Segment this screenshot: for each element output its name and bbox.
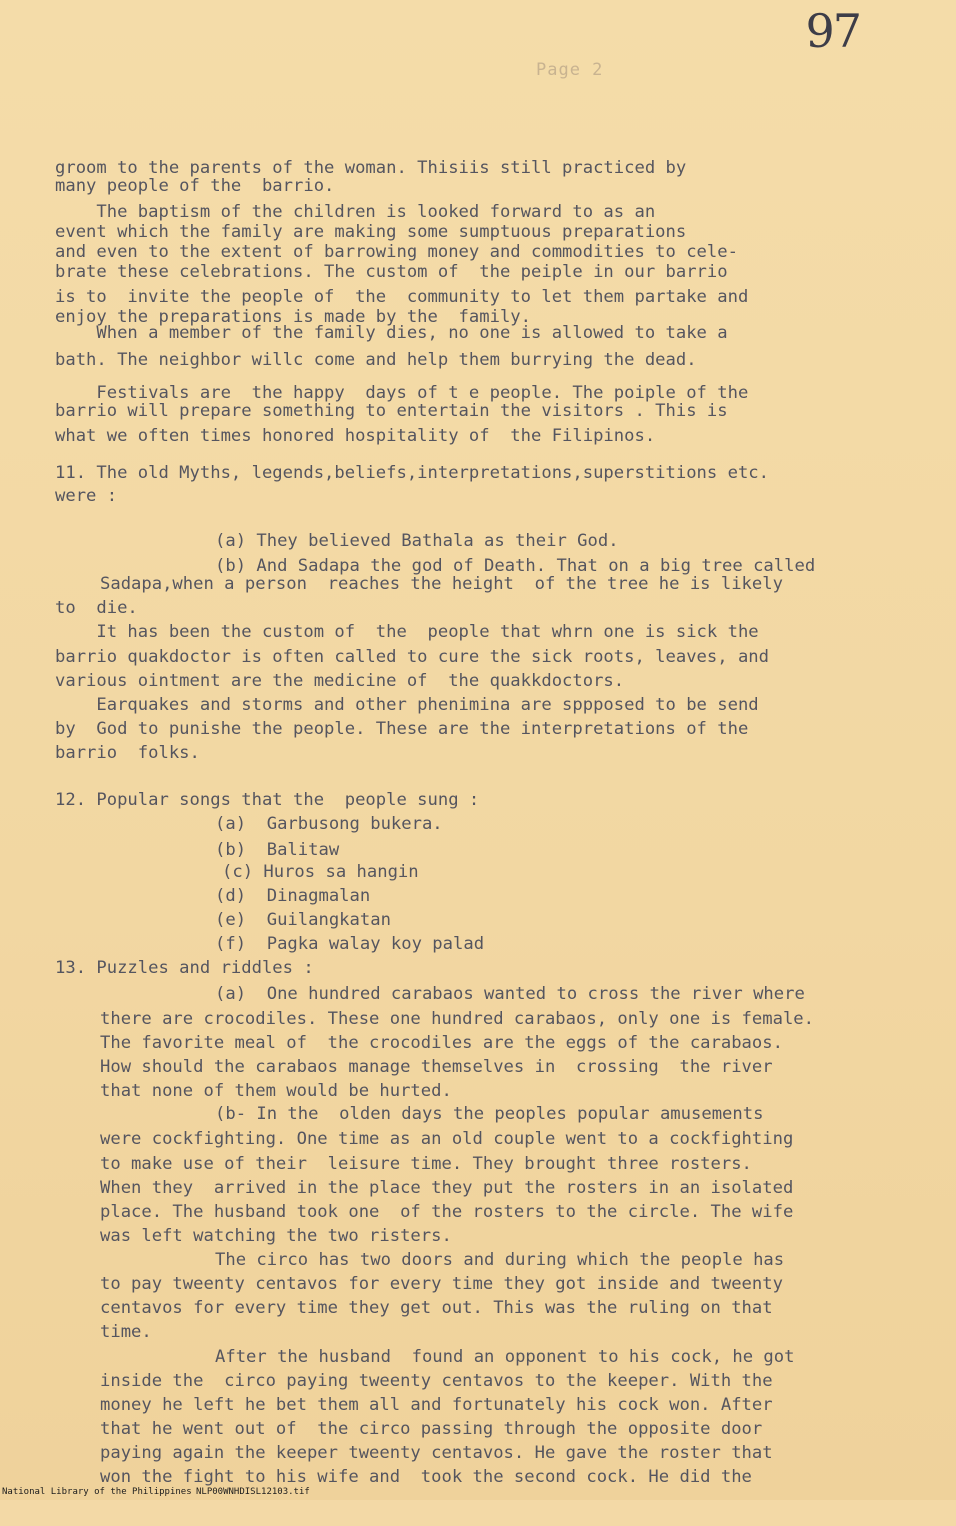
text-line: The baptism of the children is looked forward to as an: [55, 202, 656, 222]
text-line: (a) One hundred carabaos wanted to cross the river where: [215, 984, 805, 1004]
text-line: 13. Puzzles and riddles :: [55, 958, 314, 978]
text-line: groom to the parents of the woman. Thisiis still practiced by: [55, 158, 687, 178]
text-line: When a member of the family dies, no one is allowed to take a: [55, 323, 728, 343]
text-line: place. The husband took one of the rosters to the circle. The wife: [100, 1202, 794, 1222]
text-line: (a) They believed Bathala as their God.: [215, 531, 619, 551]
handwritten-page-number: 97: [805, 4, 860, 58]
text-line: barrio quakdoctor is often called to cure the sick roots, leaves, and: [55, 647, 769, 667]
footer-source: National Library of the Philippines: [2, 1487, 192, 1497]
text-line: to die.: [55, 598, 138, 618]
text-line: is to invite the people of the community to let them partake and: [55, 287, 749, 307]
text-line: brate these celebrations. The custom of the peiple in our barrio: [55, 262, 728, 282]
text-line: Festivals are the happy days of t e people. The poiple of the: [55, 383, 749, 403]
text-line: (e) Guilangkatan: [215, 910, 391, 930]
text-line: event which the family are making some sumptuous preparations: [55, 222, 687, 242]
text-line: to make use of their leisure time. They brought three rosters.: [100, 1154, 752, 1174]
text-line: 12. Popular songs that the people sung :: [55, 790, 480, 810]
text-line: 11. The old Myths, legends,beliefs,interpretations,superstitions etc.: [55, 463, 769, 483]
text-line: (c) Huros sa hangin: [222, 862, 419, 882]
text-line: that he went out of the circo passing through the opposite door: [100, 1419, 763, 1439]
text-line: were :: [55, 486, 118, 506]
text-line: there are crocodiles. These one hundred carabaos, only one is female.: [100, 1009, 814, 1029]
text-line: that none of them would be hurted.: [100, 1081, 452, 1101]
text-line: by God to punishe the people. These are the interpretations of the: [55, 719, 749, 739]
text-line: The favorite meal of the crocodiles are the eggs of the carabaos.: [100, 1033, 783, 1053]
text-line: bath. The neighbor willc come and help them burrying the dead.: [55, 350, 697, 370]
text-line: were cockfighting. One time as an old couple went to a cockfighting: [100, 1129, 794, 1149]
text-line: won the fight to his wife and took the second cock. He did the: [100, 1467, 752, 1487]
text-line: time.: [100, 1322, 152, 1342]
text-line: to pay tweenty centavos for every time they got inside and tweenty: [100, 1274, 783, 1294]
text-line: (b- In the olden days the peoples popular amusements: [215, 1104, 764, 1124]
scan-footer: [0, 1486, 956, 1500]
text-line: (b) And Sadapa the god of Death. That on a big tree called: [215, 556, 816, 576]
text-line: enjoy the preparations is made by the family.: [55, 307, 531, 327]
text-line: How should the carabaos manage themselves in crossing the river: [100, 1057, 773, 1077]
text-line: what we often times honored hospitality of the Filipinos.: [55, 426, 656, 446]
page-label: Page 2: [536, 60, 604, 80]
text-line: and even to the extent of barrowing money and commodities to cele-: [55, 242, 738, 262]
text-line: (a) Garbusong bukera.: [215, 814, 443, 834]
text-line: When they arrived in the place they put the rosters in an isolated: [100, 1178, 794, 1198]
text-line: many people of the barrio.: [55, 176, 335, 196]
text-line: It has been the custom of the people that whrn one is sick the: [55, 622, 759, 642]
text-line: centavos for every time they get out. This was the ruling on that: [100, 1298, 773, 1318]
text-line: was left watching the two risters.: [100, 1226, 452, 1246]
text-line: barrio will prepare something to entertain the visitors . This is: [55, 401, 728, 421]
text-line: various ointment are the medicine of the quakkdoctors.: [55, 671, 625, 691]
text-line: Sadapa,when a person reaches the height of the tree he is likely: [100, 574, 783, 594]
text-line: After the husband found an opponent to his cock, he got: [215, 1347, 795, 1367]
text-line: inside the circo paying tweenty centavos to the keeper. With the: [100, 1371, 773, 1391]
text-line: money he left he bet them all and fortunately his cock won. After: [100, 1395, 773, 1415]
text-line: Earquakes and storms and other phenimina are sppposed to be send: [55, 695, 759, 715]
footer-file: NLP00WNHDISL12103.tif: [196, 1487, 310, 1497]
text-line: The circo has two doors and during which the people has: [215, 1250, 785, 1270]
text-line: paying again the keeper tweenty centavos. He gave the roster that: [100, 1443, 773, 1463]
text-line: (b) Balitaw: [215, 840, 340, 860]
text-line: (f) Pagka walay koy palad: [215, 934, 485, 954]
text-line: barrio folks.: [55, 743, 200, 763]
text-line: (d) Dinagmalan: [215, 886, 371, 906]
